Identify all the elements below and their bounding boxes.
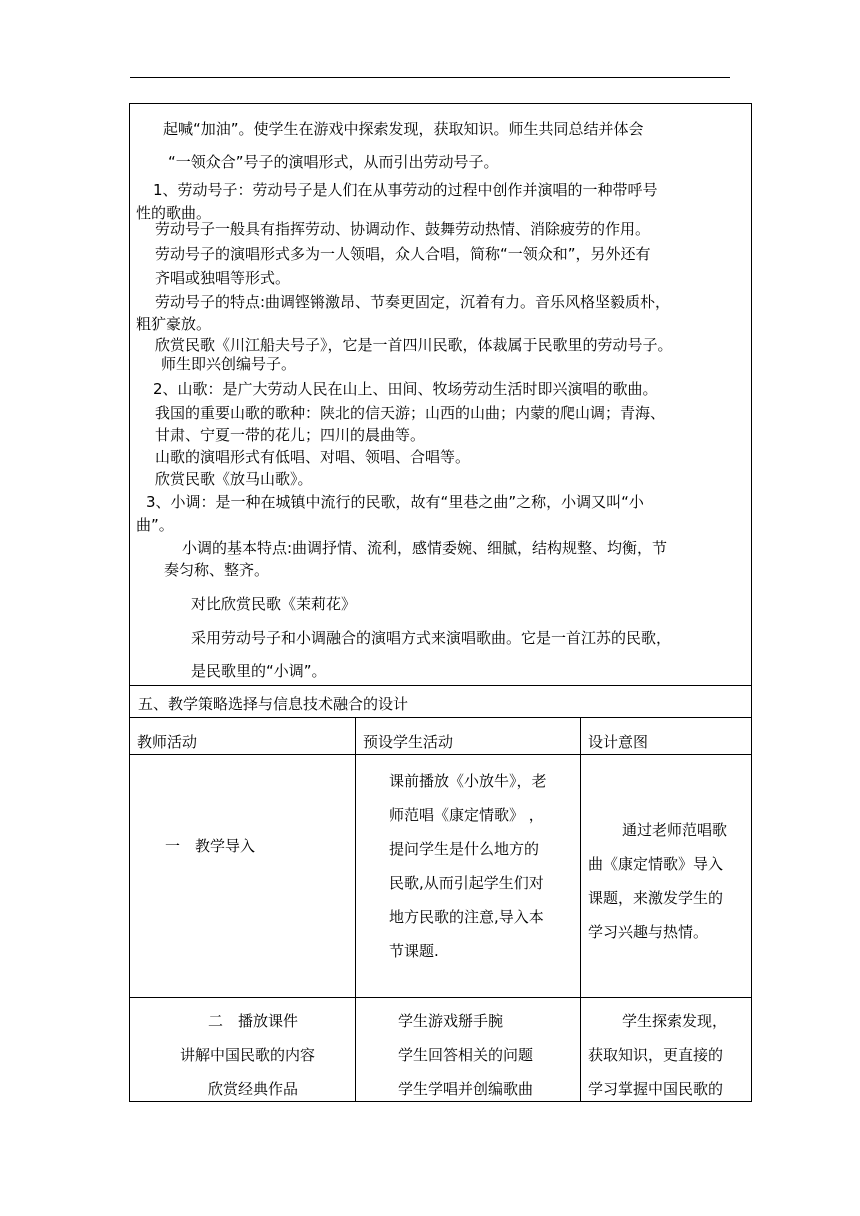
section-title: 五、教学策略选择与信息技术融合的设计 xyxy=(138,695,409,713)
row-divider xyxy=(130,997,751,998)
text-line: 奏匀称、整齐。 xyxy=(164,561,270,579)
text-line: 小调的基本特点:曲调抒情、流利，感情委婉、细腻，结构规整、均衡，节 xyxy=(182,539,668,557)
table-cell-student: 课前播放《小放牛》，老 xyxy=(389,772,547,790)
table-cell-teacher: 欣赏经典作品 xyxy=(208,1080,299,1098)
text-line: 山歌的演唱形式有低唱、对唱、领唱、合唱等。 xyxy=(155,448,471,466)
table-header-intent: 设计意图 xyxy=(588,733,649,751)
section-title-band xyxy=(129,686,752,718)
column-divider xyxy=(355,718,356,1101)
table-cell-student: 民歌,从而引起学生们对 xyxy=(389,874,544,892)
text-line: 我国的重要山歌的歌种：陕北的信天游；山西的山曲；内蒙的爬山调；青海、 xyxy=(155,404,666,422)
table-cell-intent: 学习兴趣与热情。 xyxy=(588,923,709,941)
text-line: 甘肃、宁夏一带的花儿；四川的晨曲等。 xyxy=(155,426,426,444)
text-line: 粗犷豪放。 xyxy=(136,315,212,333)
row-divider xyxy=(130,754,751,755)
table-cell-teacher: 二 播放课件 xyxy=(208,1012,299,1030)
table-cell-student: 学生回答相关的问题 xyxy=(398,1046,534,1064)
column-divider xyxy=(580,718,581,1101)
text-line: 采用劳动号子和小调融合的演唱方式来演唱歌曲。它是一首江苏的民歌， xyxy=(191,629,672,647)
text-line: 劳动号子一般具有指挥劳动、协调动作、鼓舞劳动热情、消除疲劳的作用。 xyxy=(155,220,651,238)
table-cell-student: 学生游戏掰手腕 xyxy=(398,1012,504,1030)
table-cell-teacher: 讲解中国民歌的内容 xyxy=(180,1046,316,1064)
text-line: 欣赏民歌《放马山歌》。 xyxy=(155,470,313,488)
table-cell-intent: 获取知识，更直接的 xyxy=(588,1046,724,1064)
text-line: 劳动号子的特点:曲调铿锵激昂、节奏更固定，沉着有力。音乐风格坚毅质朴， xyxy=(155,293,671,311)
table-cell-intent: 通过老师范唱歌 xyxy=(622,821,728,839)
text-line: 2、山歌：是广大劳动人民在山上、田间、牧场劳动生活时即兴演唱的歌曲。 xyxy=(153,380,658,398)
header-rule xyxy=(130,77,730,78)
table-cell-intent: 学习掌握中国民歌的 xyxy=(588,1080,724,1098)
table-cell-student: 节课题. xyxy=(389,942,439,960)
table-cell-student: 师范唱《康定情歌》 ， xyxy=(389,806,544,824)
text-line: 是民歌里的“小调”。 xyxy=(191,662,327,680)
table-cell-student: 提问学生是什么地方的 xyxy=(389,840,540,858)
text-line: 性的歌曲。 xyxy=(136,204,212,222)
text-line: 欣赏民歌《川江船夫号子》，它是一首四川民歌，体裁属于民歌里的劳动号子。 xyxy=(155,336,673,354)
table-header-teacher: 教师活动 xyxy=(137,733,198,751)
table-cell-intent: 曲《康定情歌》导入 xyxy=(588,855,724,873)
text-line: 起喊“加油”。使学生在游戏中探索发现，获取知识。师生共同总结并体会 xyxy=(163,120,644,138)
text-line: 劳动号子的演唱形式多为一人领唱，众人合唱，简称“一领众和”，另外还有 xyxy=(155,245,651,263)
text-line: 师生即兴创编号子。 xyxy=(161,355,297,373)
text-line: 1、劳动号子：劳动号子是人们在从事劳动的过程中创作并演唱的一种带呼号 xyxy=(153,181,658,199)
text-line: 曲”。 xyxy=(136,516,174,534)
table-cell-student: 地方民歌的注意,导入本 xyxy=(389,908,544,926)
table-cell-intent: 课题，来激发学生的 xyxy=(588,889,724,907)
table-cell-student: 学生学唱并创编歌曲 xyxy=(398,1080,534,1098)
text-line: 齐唱或独唱等形式。 xyxy=(155,269,291,287)
table-cell-teacher: 一 教学导入 xyxy=(165,837,256,855)
text-line: 3、小调：是一种在城镇中流行的民歌，故有“里巷之曲”之称，小调又叫“小 xyxy=(146,493,644,511)
table-cell-intent: 学生探索发现， xyxy=(622,1012,728,1030)
table-header-student: 预设学生活动 xyxy=(363,733,454,751)
text-line: “一领众合”号子的演唱形式，从而引出劳动号子。 xyxy=(168,153,499,171)
text-line: 对比欣赏民歌《茉莉花》 xyxy=(191,595,357,613)
